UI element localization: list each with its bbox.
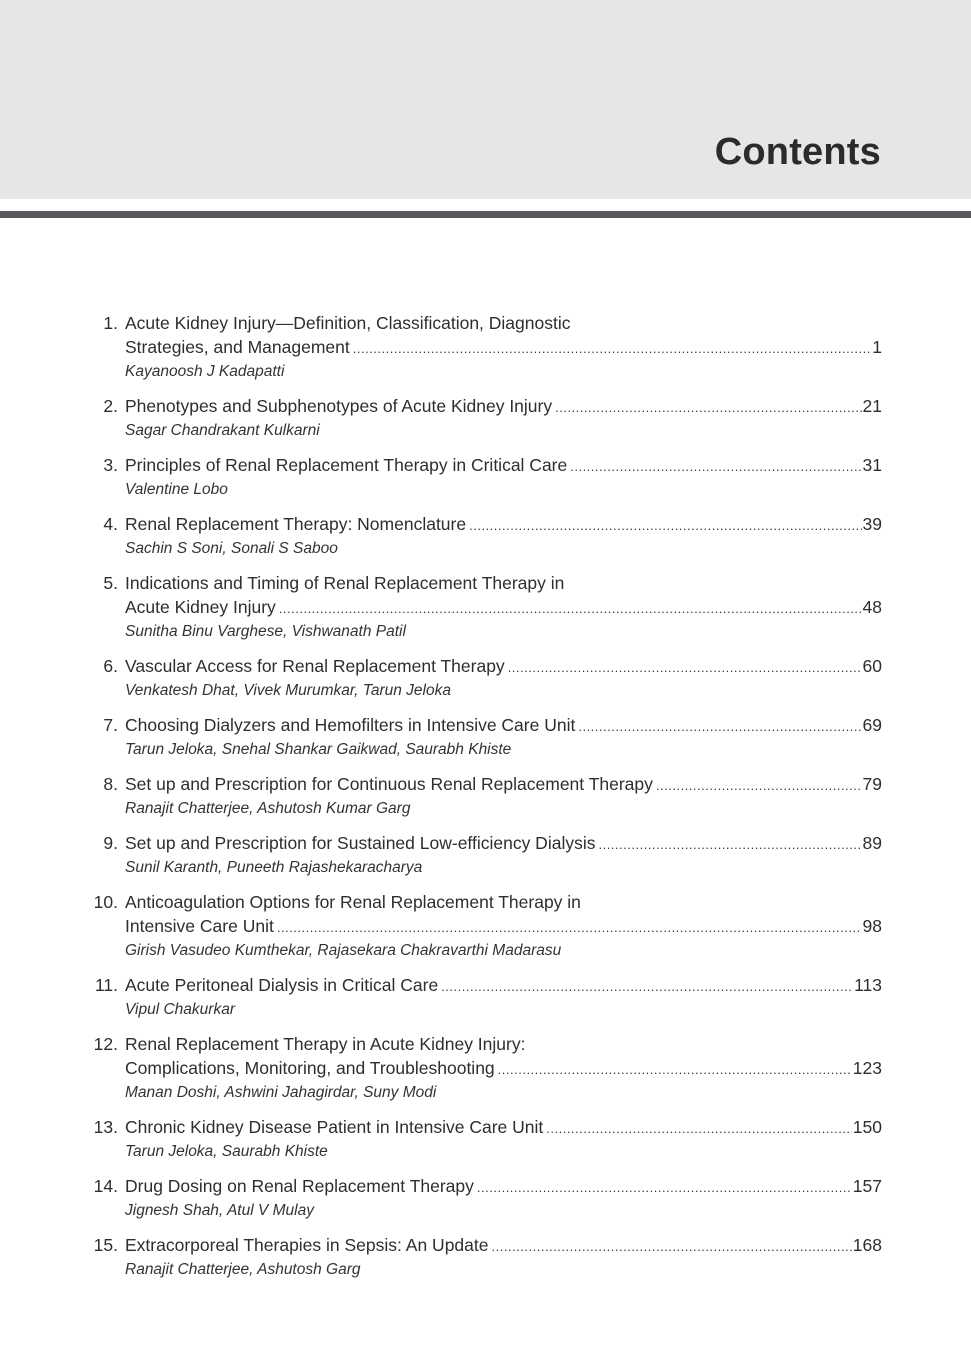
dot-leader bbox=[656, 774, 862, 798]
toc-entry-12[interactable] bbox=[86, 1032, 882, 1104]
chapter-authors: Tarun Jeloka, Saurabh Khiste bbox=[125, 1143, 328, 1160]
title-leader-line bbox=[125, 973, 882, 999]
chapter-number: 9. bbox=[103, 833, 118, 853]
page-number[interactable]: 60 bbox=[862, 656, 882, 676]
chapter-authors: Valentine Lobo bbox=[125, 481, 228, 498]
toc-entry-4[interactable] bbox=[86, 512, 882, 560]
title-leader-line bbox=[125, 1115, 882, 1141]
chapter-number: 4. bbox=[103, 514, 118, 534]
page-title: Contents bbox=[714, 131, 881, 173]
toc-entry-body bbox=[125, 1233, 882, 1281]
title-leader-line bbox=[125, 831, 882, 857]
chapter-number: 2. bbox=[103, 396, 118, 416]
dot-leader bbox=[555, 396, 861, 420]
chapter-authors: Vipul Chakurkar bbox=[125, 1001, 235, 1018]
toc-entry-7[interactable] bbox=[86, 713, 882, 761]
dot-leader bbox=[492, 1235, 852, 1259]
toc-entry-body bbox=[125, 654, 882, 702]
toc-entry-13[interactable] bbox=[86, 1115, 882, 1163]
toc-entry-3[interactable] bbox=[86, 453, 882, 501]
dot-leader bbox=[477, 1176, 852, 1200]
chapter-title[interactable]: Vascular Access for Renal Replacement Therapy bbox=[125, 656, 505, 676]
title-leader-line bbox=[125, 394, 882, 420]
chapter-authors: Ranajit Chatterjee, Ashutosh Kumar Garg bbox=[125, 800, 411, 817]
chapter-authors: Sunitha Binu Varghese, Vishwanath Patil bbox=[125, 623, 406, 640]
chapter-title[interactable]: Set up and Prescription for Continuous Renal Replacement Therapy bbox=[125, 774, 653, 794]
chapter-number: 14. bbox=[93, 1176, 118, 1196]
page-number[interactable]: 98 bbox=[862, 916, 882, 936]
page-number[interactable]: 1 bbox=[872, 337, 882, 357]
chapter-number: 11. bbox=[94, 975, 118, 995]
title-leader-line bbox=[125, 1174, 882, 1200]
page-number[interactable]: 79 bbox=[862, 774, 882, 794]
page-number[interactable]: 31 bbox=[862, 455, 882, 475]
table-of-contents bbox=[86, 311, 882, 1292]
chapter-number: 6. bbox=[103, 656, 118, 676]
dot-leader bbox=[279, 597, 862, 621]
toc-entry-body bbox=[125, 571, 882, 643]
toc-entry-body bbox=[125, 890, 882, 962]
chapter-number: 13. bbox=[93, 1117, 118, 1137]
toc-entry-body bbox=[125, 1032, 882, 1104]
toc-entry-10[interactable] bbox=[86, 890, 882, 962]
chapter-authors: Venkatesh Dhat, Vivek Murumkar, Tarun Jeloka bbox=[125, 682, 451, 699]
chapter-authors: Sachin S Soni, Sonali S Saboo bbox=[125, 540, 338, 557]
chapter-title-line[interactable]: Anticoagulation Options for Renal Replacement Therapy in bbox=[125, 892, 581, 912]
toc-entry-9[interactable] bbox=[86, 831, 882, 879]
chapter-title[interactable]: Intensive Care Unit bbox=[125, 916, 274, 936]
page-number[interactable]: 69 bbox=[862, 715, 882, 735]
chapter-authors: Manan Doshi, Ashwini Jahagirdar, Suny Modi bbox=[125, 1084, 437, 1101]
toc-entry-body bbox=[125, 831, 882, 879]
chapter-authors: Ranajit Chatterjee, Ashutosh Garg bbox=[125, 1261, 361, 1278]
chapter-number: 3. bbox=[103, 455, 118, 475]
toc-entry-6[interactable] bbox=[86, 654, 882, 702]
chapter-title[interactable]: Choosing Dialyzers and Hemofilters in Intensive Care Unit bbox=[125, 715, 576, 735]
toc-entry-body bbox=[125, 973, 882, 1021]
title-leader-line bbox=[125, 713, 882, 739]
dot-leader bbox=[498, 1058, 852, 1082]
title-leader-line bbox=[125, 772, 882, 798]
title-leader-line bbox=[125, 595, 882, 621]
dot-leader bbox=[570, 455, 861, 479]
dot-leader bbox=[598, 833, 861, 857]
page-number[interactable]: 157 bbox=[852, 1176, 882, 1196]
chapter-title[interactable]: Drug Dosing on Renal Replacement Therapy bbox=[125, 1176, 474, 1196]
page-number[interactable]: 168 bbox=[852, 1235, 882, 1255]
toc-entry-body bbox=[125, 772, 882, 820]
chapter-number: 5. bbox=[103, 573, 118, 593]
chapter-authors: Sunil Karanth, Puneeth Rajashekaracharya bbox=[125, 859, 423, 876]
chapter-authors: Jignesh Shah, Atul V Mulay bbox=[125, 1202, 314, 1219]
toc-entry-14[interactable] bbox=[86, 1174, 882, 1222]
chapter-title[interactable]: Extracorporeal Therapies in Sepsis: An Update bbox=[125, 1235, 489, 1255]
toc-entry-body bbox=[125, 1115, 882, 1163]
chapter-authors: Tarun Jeloka, Snehal Shankar Gaikwad, Saurabh Khiste bbox=[125, 741, 512, 758]
dot-leader bbox=[469, 514, 861, 538]
toc-entry-body bbox=[125, 512, 882, 560]
chapter-authors: Kayanoosh J Kadapatti bbox=[125, 363, 285, 380]
chapter-number: 1. bbox=[103, 313, 118, 333]
title-leader-line bbox=[125, 914, 882, 940]
title-leader-line bbox=[125, 654, 882, 680]
page-number[interactable]: 150 bbox=[852, 1117, 882, 1137]
chapter-title[interactable]: Renal Replacement Therapy: Nomenclature bbox=[125, 514, 467, 534]
toc-entry-body bbox=[125, 453, 882, 501]
chapter-authors: Girish Vasudeo Kumthekar, Rajasekara Chakravarthi Madarasu bbox=[125, 942, 562, 959]
chapter-title-line[interactable]: Acute Kidney Injury—Definition, Classification, Diagnostic bbox=[125, 313, 571, 333]
chapter-title-line[interactable]: Indications and Timing of Renal Replacement Therapy in bbox=[125, 573, 565, 593]
toc-entry-8[interactable] bbox=[86, 772, 882, 820]
dot-leader bbox=[546, 1117, 852, 1141]
header-band bbox=[0, 0, 971, 199]
header-rule-divider bbox=[0, 211, 971, 218]
toc-entry-1[interactable] bbox=[86, 311, 882, 383]
chapter-title[interactable]: Chronic Kidney Disease Patient in Intensive Care Unit bbox=[125, 1117, 544, 1137]
chapter-title[interactable]: Acute Kidney Injury bbox=[125, 597, 276, 617]
chapter-title[interactable]: Set up and Prescription for Sustained Low-efficiency Dialysis bbox=[125, 833, 596, 853]
toc-entry-body bbox=[125, 713, 882, 761]
page-number[interactable]: 48 bbox=[862, 597, 882, 617]
dot-leader bbox=[508, 656, 862, 680]
page-number[interactable]: 113 bbox=[854, 975, 882, 995]
page-number[interactable]: 89 bbox=[862, 833, 882, 853]
toc-entry-body bbox=[125, 311, 882, 383]
title-leader-line bbox=[125, 453, 882, 479]
title-leader-line bbox=[125, 335, 882, 361]
title-leader-line bbox=[125, 512, 882, 538]
title-leader-line bbox=[125, 1056, 882, 1082]
toc-entry-2[interactable] bbox=[86, 394, 882, 442]
chapter-title[interactable]: Complications, Monitoring, and Troubleshooting bbox=[125, 1058, 495, 1078]
chapter-title[interactable]: Phenotypes and Subphenotypes of Acute Kidney Injury bbox=[125, 396, 553, 416]
chapter-number: 8. bbox=[103, 774, 118, 794]
toc-entry-5[interactable] bbox=[86, 571, 882, 643]
page-number[interactable]: 39 bbox=[862, 514, 882, 534]
chapter-title[interactable]: Acute Peritoneal Dialysis in Critical Care bbox=[125, 975, 439, 995]
dot-leader bbox=[353, 337, 872, 361]
toc-entry-15[interactable] bbox=[86, 1233, 882, 1281]
title-leader-line bbox=[125, 1233, 882, 1259]
chapter-title[interactable]: Principles of Renal Replacement Therapy in Critical Care bbox=[125, 455, 568, 475]
chapter-number: 7. bbox=[103, 715, 118, 735]
chapter-title[interactable]: Strategies, and Management bbox=[125, 337, 350, 357]
chapter-number: 12. bbox=[93, 1034, 118, 1054]
page-number[interactable]: 123 bbox=[852, 1058, 882, 1078]
toc-entry-11[interactable] bbox=[86, 973, 882, 1021]
chapter-number: 10. bbox=[93, 892, 118, 912]
chapter-title-line[interactable]: Renal Replacement Therapy in Acute Kidney Injury: bbox=[125, 1034, 526, 1054]
page-number[interactable]: 21 bbox=[862, 396, 882, 416]
toc-entry-body bbox=[125, 394, 882, 442]
dot-leader bbox=[578, 715, 861, 739]
dot-leader bbox=[441, 975, 853, 999]
chapter-number: 15. bbox=[93, 1235, 118, 1255]
dot-leader bbox=[277, 916, 862, 940]
chapter-authors: Sagar Chandrakant Kulkarni bbox=[125, 422, 320, 439]
toc-entry-body bbox=[125, 1174, 882, 1222]
